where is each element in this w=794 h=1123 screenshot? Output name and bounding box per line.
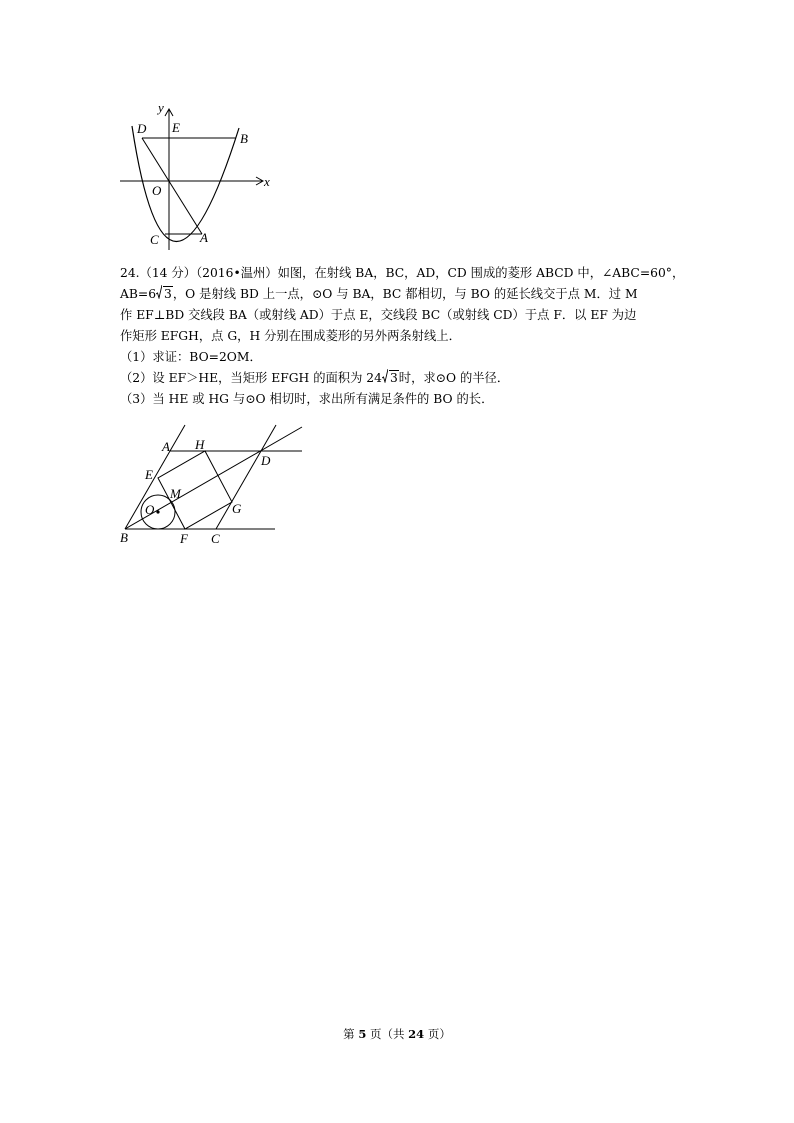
label-x: x [264, 174, 270, 189]
segment-DA [142, 138, 202, 234]
label-O: O [152, 183, 162, 198]
ray-BA [125, 425, 185, 529]
label-G: G [232, 501, 242, 516]
label-E: E [172, 120, 180, 135]
label-C: C [150, 232, 159, 247]
rhombus-figure [110, 420, 310, 548]
problem-line-4: 作矩形 EFGH，点 G，H 分别在围成菱形的另外两条射线上． [120, 329, 461, 343]
parabola-curve [132, 126, 239, 242]
label-B: B [120, 530, 128, 545]
question-2: （2）设 EF＞HE，当矩形 EFGH 的面积为 24 3时，求⊙O 的半径． [120, 368, 680, 389]
page-total: 24 [408, 1027, 425, 1041]
page-footer: 第 5 页（共 24 页） [343, 1027, 451, 1041]
sqrt-3: 3 [156, 284, 173, 305]
page-number: 5 [358, 1027, 367, 1041]
parabola-figure [110, 98, 280, 258]
label-C: C [211, 531, 220, 546]
question-1: （1）求证：BO=2OM． [120, 350, 262, 364]
label-O: O [145, 502, 155, 517]
point-O [156, 510, 159, 513]
label-B: B [240, 131, 248, 146]
label-D: D [137, 121, 147, 136]
label-M: M [170, 486, 181, 501]
label-H: H [195, 437, 205, 452]
label-E: E [145, 467, 153, 482]
label-y: y [158, 100, 164, 115]
problem-line-1: 24.（14 分）（2016•温州）如图，在射线 BA，BC，AD，CD 围成的菱形 ABCD 中，∠ABC=60°， [120, 266, 685, 280]
label-A: A [162, 439, 170, 454]
label-D: D [261, 453, 271, 468]
label-A: A [200, 230, 208, 245]
problem-24 [120, 263, 685, 410]
problem-line-2: AB=6 3，O 是射线 BD 上一点，⊙O 与 BA，BC 都相切，与 BO 的延长线交于点 M．过 M [120, 284, 680, 305]
ray-CD [216, 425, 276, 529]
sqrt-3: 3 [382, 368, 399, 389]
label-F: F [180, 531, 188, 546]
problem-line-3: 作 EF⊥BD 交线段 BA（或射线 AD）于点 E，交线段 BC（或射线 CD）于点 F．以 EF 为边 [120, 308, 637, 322]
question-3: （3）当 HE 或 HG 与⊙O 相切时，求出所有满足条件的 BO 的长． [120, 392, 494, 406]
